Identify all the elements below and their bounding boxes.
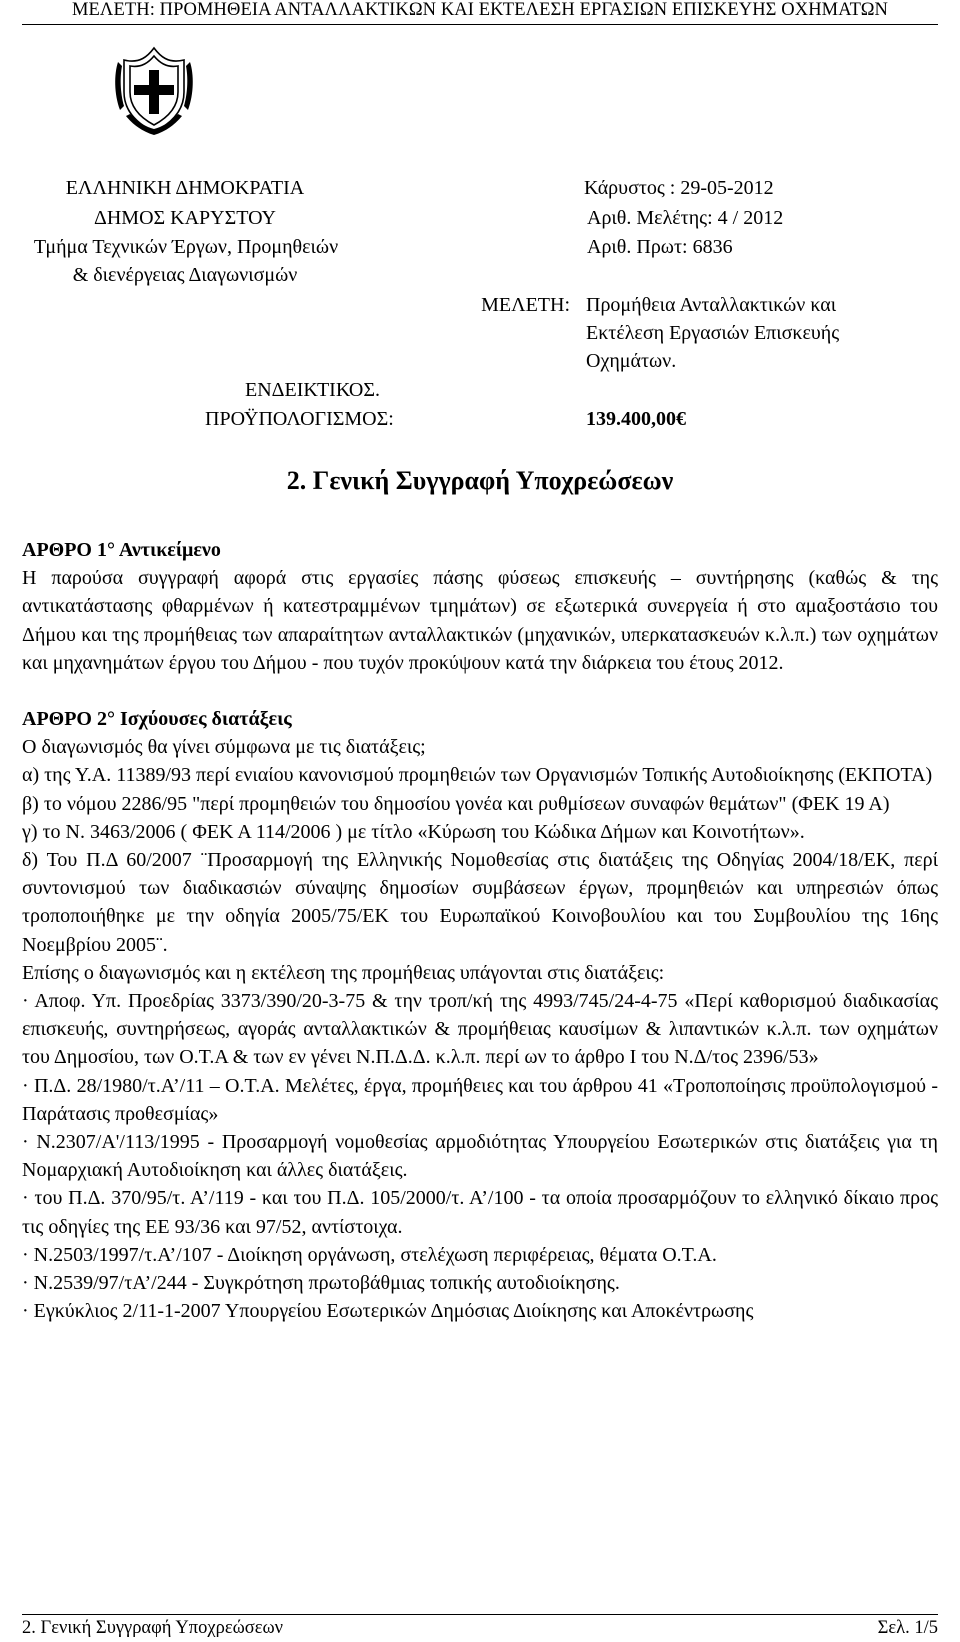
document-title: 2. Γενική Συγγραφή Υποχρεώσεων [286, 466, 674, 495]
greek-coat-of-arms-icon [114, 40, 194, 136]
study-label: ΜΕΛΕΤΗ: [481, 294, 570, 316]
provision-item: · Ν.2503/1997/τ.Α’/107 - Διοίκηση οργάνωση, στελέχωση περιφέρειας, θέματα Ο.Τ.Α. [22, 1243, 717, 1266]
study-value-line-3: Οχημάτων. [586, 350, 677, 372]
provision-item: · του Π.Δ. 370/95/τ. Α’/119 - και του Π.Δ. 105/2000/τ. Α’/100 - τα οποία προσαρμόζουν το ελληνικό δίκαιο προς τις οδηγίες της ΕΕ 93/36 και 97/52, αντίστοιχα. [22, 1187, 938, 1238]
budget-label-line-2: ΠΡΟΫΠΟΛΟΓΙΣΜΟΣ: [205, 408, 394, 430]
footer-section-title: 2. Γενική Συγγραφή Υποχρεώσεων [22, 1618, 284, 1638]
running-header: ΜΕΛΕΤΗ: ΠΡΟΜΗΘΕΙΑ ΑΝΤΑΛΛΑΚΤΙΚΩΝ ΚΑΙ ΕΚΤΕΛΕΣΗ ΕΡΓΑΣΙΩΝ ΕΠΙΣΚΕΥΗΣ ΟΧΗΜΑΤΩΝ [71, 0, 889, 20]
place-date: Κάρυστος : 29-05-2012 [584, 177, 774, 199]
study-value-line-2: Εκτέλεση Εργασιών Επισκευής [586, 322, 840, 344]
spacer [22, 677, 938, 705]
issuer-line-4: & διενέργειας Διαγωνισμών [72, 264, 298, 286]
article-2-clause-d: δ) Του Π.Δ 60/2007 ¨Προσαρμογή της Ελληνικής Νομοθεσίας στις διατάξεις της Οδηγίας 2004/18/ΕΚ, περί συντονισμού των διαδικασιών σύναψης δημοσίων συμβάσεων έργων, προμηθειών και υπηρεσιών όπως τροποποιήθηκε με την οδηγία 2005/75/ΕΚ του Ευρωπαϊκού Κοινοβουλίου και του Συμβουλίου της 16ης Νοεμβρίου 2005¨. [22, 849, 938, 956]
document-body [22, 536, 938, 1325]
issuer-line-1: ΕΛΛΗΝΙΚΗ ΔΗΜΟΚΡΑΤΙΑ [65, 177, 305, 199]
provision-item: · Εγκύκλιος 2/11-1-2007 Υπουργείου Εσωτερικών Δημόσιας Διοίκησης και Αποκέντρωσης [22, 1300, 754, 1323]
footer-page-number: Σελ. 1/5 [877, 1618, 938, 1638]
provision-item: · Ν.2307/Α'/113/1995 - Προσαρμογή νομοθεσίας αρμοδιότητας Υπουργείου Εσωτερικών στις διατάξεις για τη Νομαρχιακή Αυτοδιοίκηση και άλλες διατάξεις. [22, 1131, 938, 1182]
article-1-text: Η παρούσα συγγραφή αφορά στις εργασίες πάσης φύσεως επισκευής – συντήρησης (καθώς & της αντικατάστασης φθαρμένων ή κατεστραμμένων τμημάτων) σε εξωτερικά συνεργεία ή στο αμαξοστάσιο του Δήμου και της προμήθειας των απαραίτητων ανταλλακτικών (μηχανικών, υπερκατασκευών κ.λ.π.) των οχημάτων και μηχανημάτων έργου του Δήμου - που τυχόν προκύψουν κατά την διάρκεια του έτους 2012. [22, 567, 938, 674]
footer-rule [22, 1614, 938, 1615]
budget-value: 139.400,00€ [586, 408, 686, 430]
study-number: Αριθ. Μελέτης: 4 / 2012 [587, 207, 784, 229]
header-rule [22, 24, 938, 25]
protocol-number: Αριθ. Πρωτ: 6836 [587, 236, 733, 258]
budget-label-line-1: ΕΝΔΕΙΚΤΙΚΟΣ. [245, 379, 380, 401]
provision-item: · Αποφ. Υπ. Προεδρίας 3373/390/20-3-75 & την τροπ/κή της 4993/745/24-4-75 «Περί καθορισμού διαδικασίας επισκευής, συντηρήσεως, αγοράς ανταλλακτικών & προμήθειας καυσίμων & λιπαντικών κ.λ.π. των οχημάτων του Δημοσίου, των Ο.Τ.Α & των εν γένει Ν.Π.Δ.Δ. κ.λ.π. περί ων το άρθρο Ι του Ν.Δ/τος 2396/53» [22, 990, 938, 1069]
provision-item: · Ν.2539/97/τΑ’/244 - Συγκρότηση πρωτοβάθμιας τοπικής αυτοδιοίκησης. [22, 1272, 620, 1295]
article-2-heading: ΑΡΘΡΟ 2° Ισχύουσες διατάξεις [22, 708, 292, 731]
provision-item: · Π.Δ. 28/1980/τ.Α’/11 – Ο.Τ.Α. Μελέτες, έργα, προμήθειες και του άρθρου 41 «Τροποποίησις προϋπολογισμού - Παράτασις προθεσμίας» [22, 1074, 938, 1125]
article-2-intro: Ο διαγωνισμός θα γίνει σύμφωνα με τις διατάξεις; [22, 736, 426, 759]
article-2-clause-b: β) το νόμου 2286/95 "περί προμηθειών του δημοσίου γονέα και ρυθμίσεων συναφών θεμάτων" (ΦΕΚ 19 Α) [22, 792, 890, 815]
article-2-clause-a: α) της Υ.Α. 11389/93 περί ενιαίου κανονισμού προμηθειών των Οργανισμών Τοπικής Αυτοδιοίκησης (ΕΚΠΟΤΑ) [22, 764, 933, 787]
article-2-clause-c: γ) το Ν. 3463/2006 ( ΦΕΚ Α 114/2006 ) με τίτλο «Κύρωση του Κώδικα Δήμων και Κοινοτήτων». [22, 820, 805, 843]
study-value-line-1: Προμήθεια Ανταλλακτικών και [586, 294, 837, 316]
article-1-heading: ΑΡΘΡΟ 1° Αντικείμενο [22, 539, 221, 561]
article-2-also: Επίσης ο διαγωνισμός και η εκτέλεση της προμήθειας υπάγονται στις διατάξεις: [22, 961, 665, 984]
issuer-line-3: Τμήμα Τεχνικών Έργων, Προμηθειών [33, 236, 339, 258]
issuer-line-2: ΔΗΜΟΣ ΚΑΡΥΣΤΟΥ [93, 207, 276, 229]
